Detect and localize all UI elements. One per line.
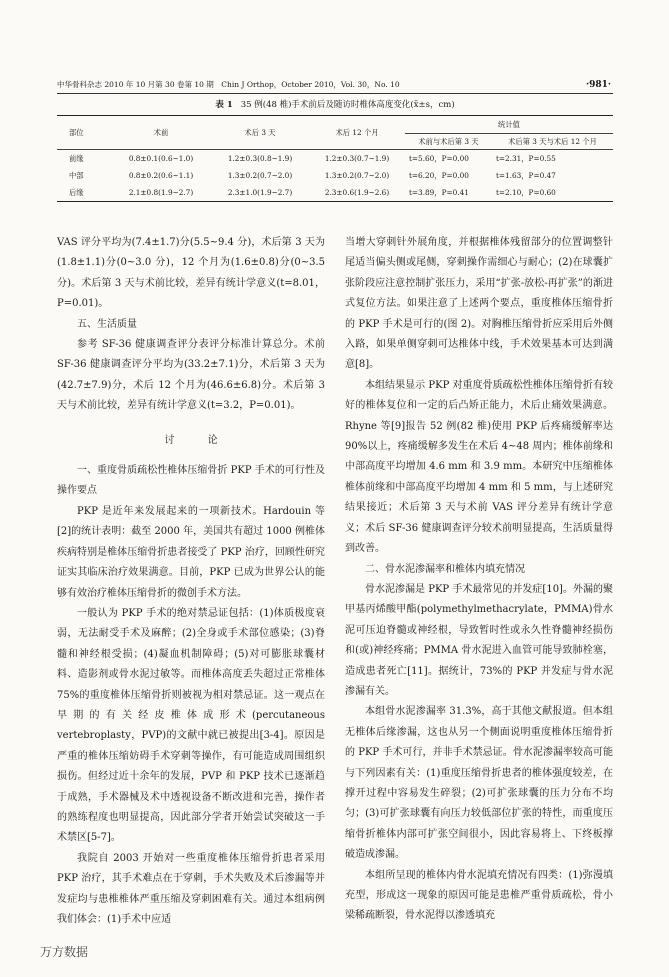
table-body xyxy=(57,150,613,202)
table-label: 表 1 xyxy=(215,100,233,110)
cell-pre: 0.8±0.1(0.6~1.0) xyxy=(128,153,194,163)
page-number: ·981· xyxy=(585,80,611,90)
cell-pre: 0.8±0.2(0.6~1.1) xyxy=(128,170,194,180)
cell-site: 中部 xyxy=(69,170,84,180)
table-caption xyxy=(57,98,613,112)
left-text-column xyxy=(57,233,325,930)
cell-post12m: 1.2±0.3(0.7~1.9) xyxy=(324,153,390,163)
cell-stat1: t=5.60，P=0.00 xyxy=(409,153,469,163)
paragraph: PKP 是近年来发展起来的一项新技术。Hardouin 等[2]的统计表明：截至 2000 年，美国共有超过 1000 例椎体疾病特别是椎体压缩骨折患者接受了 PKP 治疗，回顾性研究证实其临床治疗效果满意。目前，PKP 已成为世界公认的能够有效治疗椎体压缩骨折的微创手术方法。 xyxy=(57,505,325,599)
cell-stat2: t=2.31，P=0.55 xyxy=(495,153,556,163)
table-row xyxy=(57,167,613,184)
paragraph: 参考 SF-36 健康调查评分表评分标准计算总分。术前 SF-36 健康调查评分平均为(33.2±7.1)分，术后第 3 天为(42.7±7.9)分，术后 12 个月为(46.6±6.8)分。术后第 3 天与术前比较，差异有统计学意义(t=3.2，P=0.01)。 xyxy=(57,339,325,412)
cell-stat2: t=2.10，P=0.60 xyxy=(495,187,556,197)
col-header-post3d: 术后 3 天 xyxy=(211,116,309,150)
paragraph: 一般认为 PKP 手术的绝对禁忌证包括：(1)体质极度衰弱，无法耐受手术及麻醉；(2)全身或手术部位感染；(3)脊髓和神经根受损；(4)凝血机制障碍；(5)对可膨胀球囊材料、造影剂或骨水泥过敏等。而椎体高度丢失超过正常椎体 75%的重度椎体压缩骨折则被视为相对禁忌证。这一观点在早期的有关经皮椎体成形术(percutaneous vertebroplasty，PVP)的文献中就已被提出[3-4]。原因是严重的椎体压缩妨碍手术穿刺等操作，有可能造成周围组织损伤。但经过近十余年的发展，PVP 和 PKP 技术已逐渐趋于成熟，手术器械及术中透视设备不断改进和完善，操作者的熟练程度也明显提高，因此部分学者开始尝试突破这一手术禁区[5-7]。 xyxy=(57,607,325,844)
paragraph: 当增大穿刺针外展角度，并根据椎体残留部分的位置调整针尾适当偏头侧或尾侧，穿刺操作需细心与耐心；(2)在球囊扩张阶段应注意控制扩张压力，采用“扩张-放松-再扩张”的渐进式复位方法。如果注意了上述两个要点，重度椎体压缩骨折的 PKP 手术是可行的(图 2)。对胸椎压缩骨折应采用后外侧入路，如果单侧穿刺可达椎体中线，手术效果基本可达到满意[8]。 xyxy=(345,237,613,371)
paragraph: 二、骨水泥渗漏率和椎体内填充情况 xyxy=(365,563,525,575)
right-text-column xyxy=(345,233,613,927)
cell-post12m: 2.3±0.6(1.9~2.6) xyxy=(324,187,390,197)
wanfang-watermark: 万方数据 xyxy=(40,945,89,959)
vertebral-height-table xyxy=(57,115,613,202)
cell-pre: 2.1±0.8(1.9~2.7) xyxy=(128,187,194,197)
paragraph: VAS 评分平均为(7.4±1.7)分(5.5~9.4 分)，术后第 3 天为(1.8±1.1)分(0~3.0 分)，12 个月为(1.6±0.8)分(0~3.5 分)。术后第 3 天与术前比较，差异有统计学意义(t=8.01，P=0.01)。 xyxy=(57,237,325,310)
col-header-stat1: 术前与术后第 3 天 xyxy=(405,134,492,150)
col-header-pre: 术前 xyxy=(111,116,211,150)
cell-site: 前缘 xyxy=(69,153,84,163)
section-heading: 讨 论 xyxy=(164,434,233,446)
cell-post3d: 1.3±0.2(0.7~2.0) xyxy=(227,170,293,180)
running-header xyxy=(57,79,613,94)
cell-stat2: t=1.63，P=0.47 xyxy=(495,170,556,180)
journal-citation: 中华骨科杂志 2010 年 10 月第 30 卷第 10 期 Chin J Orthop，October 2010，Vol. 30，No. 10 xyxy=(57,80,400,89)
cell-post3d: 2.3±1.0(1.9~2.7) xyxy=(227,187,293,197)
table-row xyxy=(57,184,613,202)
col-header-site: 部位 xyxy=(57,116,111,150)
cell-site: 后缘 xyxy=(69,187,84,197)
cell-post3d: 1.2±0.3(0.8~1.9) xyxy=(227,153,293,163)
cell-stat1: t=6.20，P=0.00 xyxy=(409,170,469,180)
table-row xyxy=(57,150,613,168)
col-header-stat: 统计值 xyxy=(405,116,613,134)
paragraph: 本组所呈现的椎体内骨水泥填充情况有四类：(1)弥漫填充型，形成这一现象的原因可能是患椎严重骨质疏松，骨小梁稀疏断裂，骨水泥得以渗透填充 xyxy=(345,869,613,922)
table-title-text: 35 例(48 椎)手术前后及随访时椎体高度变化(x̄±s，cm) xyxy=(240,100,455,110)
paragraph: 我院自 2003 开始对一些重度椎体压缩骨折患者采用 PKP 治疗，其手术难点在于穿刺，手术失败及术后渗漏等并发症均与患椎椎体严重压缩及穿刺困难有关。通过本组病例我们体会：(1)手术中应适 xyxy=(57,852,325,925)
paragraph: 骨水泥渗漏是 PKP 手术最常见的并发症[10]。外漏的聚甲基丙烯酸甲酯(polymethylmethacrylate，PMMA)骨水泥可压迫脊髓或神经根，导致暂时性或永久性脊髓神经损伤和(或)神经疼痛；PMMA 骨水泥进入血管可能导致肺栓塞，造成患者死亡[11]。据统计，73%的 PKP 并发症与骨水泥渗漏有关。 xyxy=(345,583,613,697)
col-header-stat2: 术后第 3 天与术后 12 个月 xyxy=(492,134,613,150)
paragraph: 本组骨水泥渗漏率 31.3%，高于其他文献报道。但本组无椎体后缘渗漏，这也从另一个侧面说明重度椎体压缩骨折的 PKP 手术可行，并非手术禁忌证。骨水泥渗漏率较高可能与下列因素有关：(1)重度压缩骨折患者的椎体强度较差，在撑开过程中容易发生碎裂；(2)可扩张球囊的压力分布不均匀；(3)可扩张球囊有向压力较低部位扩张的特性，而重度压缩骨折椎体内部可扩张空间很小，因此容易将上、下终板撑破造成渗漏。 xyxy=(345,706,613,861)
paragraph: 五、生活质量 xyxy=(77,318,137,330)
col-header-post12m: 术后 12 个月 xyxy=(309,116,405,150)
paragraph: 一、重度骨质疏松性椎体压缩骨折 PKP 手术的可行性及操作要点 xyxy=(57,465,325,497)
cell-post12m: 1.3±0.2(0.7~2.0) xyxy=(324,170,390,180)
paragraph: 本组结果显示 PKP 对重度骨质疏松性椎体压缩骨折有较好的椎体复位和一定的后凸矫正能力，术后止痛效果满意。Rhyne 等[9]报告 52 例(82 椎)使用 PKP 后疼痛缓解率达 90%以上，疼痛缓解多发生在术后 4~48 周内；椎体前缘和中部高度平均增加 4.6 mm 和 3.9 mm。本研究中压缩椎体椎体前缘和中部高度平均增加 4 mm 和 5 mm，与上述研究结果接近；术后第 3 天与术前 VAS 评分差异有统计学意义；术后 SF-36 健康调查评分较术前明显提高，生活质量得到改善。 xyxy=(345,379,613,555)
cell-stat1: t=3.89，P=0.41 xyxy=(409,187,469,197)
